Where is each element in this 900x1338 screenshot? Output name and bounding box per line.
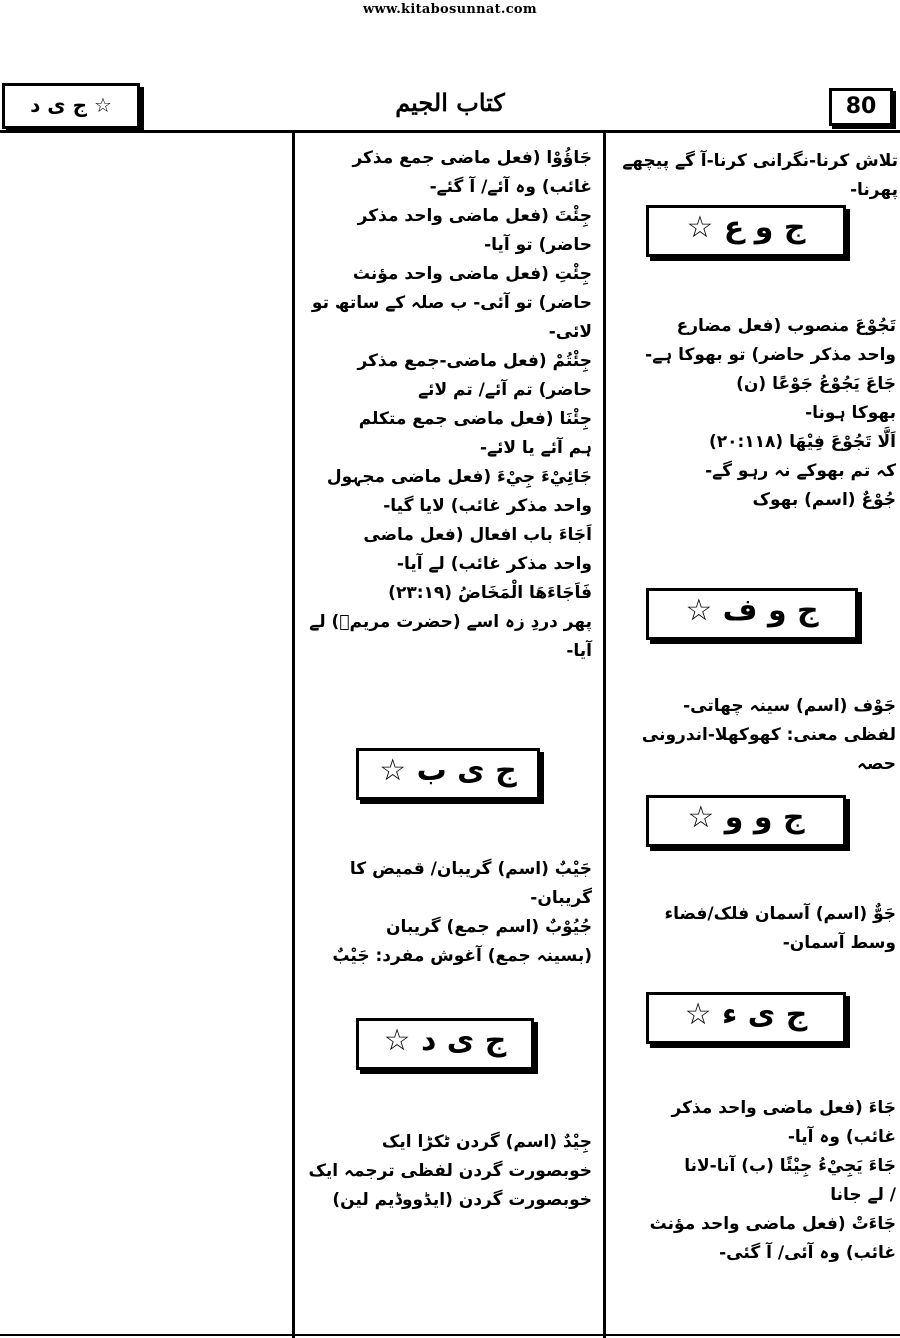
text-line: جُيُوْبٌ (اسم جمع) گریبان [385, 917, 592, 937]
text-line: جَاءَ (فعل ماضی واحد مذکر [671, 1098, 896, 1118]
text-line: حاضر) تو آیا- [484, 235, 592, 255]
text-line: پھر دردِ زہ اسے (حضرت مریمؑ) لے آیا- [309, 612, 592, 661]
text-line: جَاعَ يَجُوْعُ جَوْعًا (ن) [736, 374, 896, 394]
text-line: جَاءَ يَجِيْءُ جِيْئًا (ب) آنا-لانا [684, 1156, 896, 1176]
right-column-top [610, 147, 898, 205]
page-number: 80 [829, 88, 893, 126]
text-line: فَاَجَاءَهَا الْمَخَاضُ (۲۳:۱۹) [388, 583, 592, 603]
text-line: واحد مذکر حاضر) تو بھوکا ہے- [645, 345, 896, 365]
entry-jyd [300, 1128, 592, 1215]
root-heading-jww: ج و و ☆ [646, 795, 846, 847]
text-line: جَاءَتْ (فعل ماضی واحد مؤنث [649, 1214, 896, 1234]
text-line: جِيْدٌ (اسم) گردن ٹکڑا ایک [381, 1132, 592, 1152]
text-line: اَجَاءَ باب افعال (فعل ماضی [363, 525, 592, 545]
text-line: اَلَّا تَجُوْعَ فِيْهَا (۲۰:۱۱۸) [708, 432, 896, 452]
entry-jyb [300, 855, 592, 971]
text-line: حاضر) تو آئی- ب صلہ کے ساتھ تو لائی- [311, 293, 592, 342]
entry-jwa [610, 312, 896, 515]
text-line: حاضر) تم آئے/ تم لائے [418, 380, 592, 400]
text-line: واحد مذکر غائب) لایا گیا- [383, 496, 592, 516]
text-line: / لے جانا [830, 1185, 896, 1205]
text-line: تلاش کرنا-نگرانی کرنا-آ گے پیچھے پھرنا- [622, 151, 898, 200]
entry-jya [610, 1094, 896, 1268]
root-heading-jyb: ج ی ب ☆ [356, 748, 540, 800]
entry-jwf [610, 692, 896, 779]
text-line: گریبان- [530, 888, 592, 908]
text-line: کہ تم بھوکے نہ رہو گے- [705, 461, 896, 481]
entry-jya-continued [300, 144, 592, 666]
text-line: جَوْف (اسم) سینہ چھاتی- [683, 696, 896, 716]
root-heading-jya: ج ی ء ☆ [646, 992, 846, 1044]
text-line: جِئْتَ (فعل ماضی واحد مذکر [357, 206, 592, 226]
text-line: بھوکا ہونا- [805, 403, 896, 423]
text-line: خوبصورت گردن لفظی ترجمہ ایک [308, 1161, 592, 1181]
text-line: جَيْبٌ (اسم) گریبان/ قمیض کا [349, 859, 592, 879]
text-line: غائب) وہ آیا- [787, 1127, 896, 1147]
text-line: وسط آسمان- [782, 933, 896, 953]
page-title: کتاب الجیم [395, 88, 505, 117]
text-line: لفظی معنی: کھوکھلا-اندرونی حصہ [641, 725, 896, 774]
column-divider-left [292, 130, 295, 1338]
header-root-box: ج ی د ☆ [2, 83, 140, 129]
text-line: جُوْعٌ (اسم) بھوک [752, 490, 896, 510]
root-heading-jwa: ج و ع ☆ [646, 205, 846, 257]
text-line: واحد مذکر غائب) لے آیا- [396, 554, 592, 574]
text-line: غائب) وہ آئے/ آ گئے- [429, 177, 592, 197]
entry-jww [610, 900, 896, 958]
text-line: تَجُوْعَ منصوب (فعل مضارع [676, 316, 896, 336]
text-line: خوبصورت گردن (ایڈووڈیم لین) [332, 1190, 592, 1210]
column-divider-right [603, 130, 606, 1338]
text-line: جِئْتُمْ (فعل ماضی-جمع مذکر [357, 351, 592, 371]
text-line: ہم آئے یا لائے- [479, 438, 592, 458]
source-url: www.kitabosunnat.com [363, 2, 537, 17]
text-line: (بسینہ جمع) آغوش مفرد: جَيْبٌ [332, 946, 592, 966]
text-line: جَائِيْءَ جِيْءَ (فعل ماضی مجہول [326, 467, 592, 487]
bottom-rule [0, 1334, 900, 1336]
text-line: جَوٌّ (اسم) آسمان فلک/فضاء [664, 904, 896, 924]
root-heading-jyd: ج ی د ☆ [356, 1018, 534, 1070]
text-line: جِئْتِ (فعل ماضی واحد مؤنث [352, 264, 592, 284]
text-line: جِئْنَا (فعل ماضی جمع متکلم [358, 409, 592, 429]
root-heading-jwf: ج و ف ☆ [646, 588, 858, 640]
header-rule [0, 130, 900, 133]
text-line: جَاؤُوْا (فعل ماضی جمع مذکر [352, 148, 592, 168]
text-line: غائب) وہ آئی/ آ گئی- [719, 1243, 896, 1263]
